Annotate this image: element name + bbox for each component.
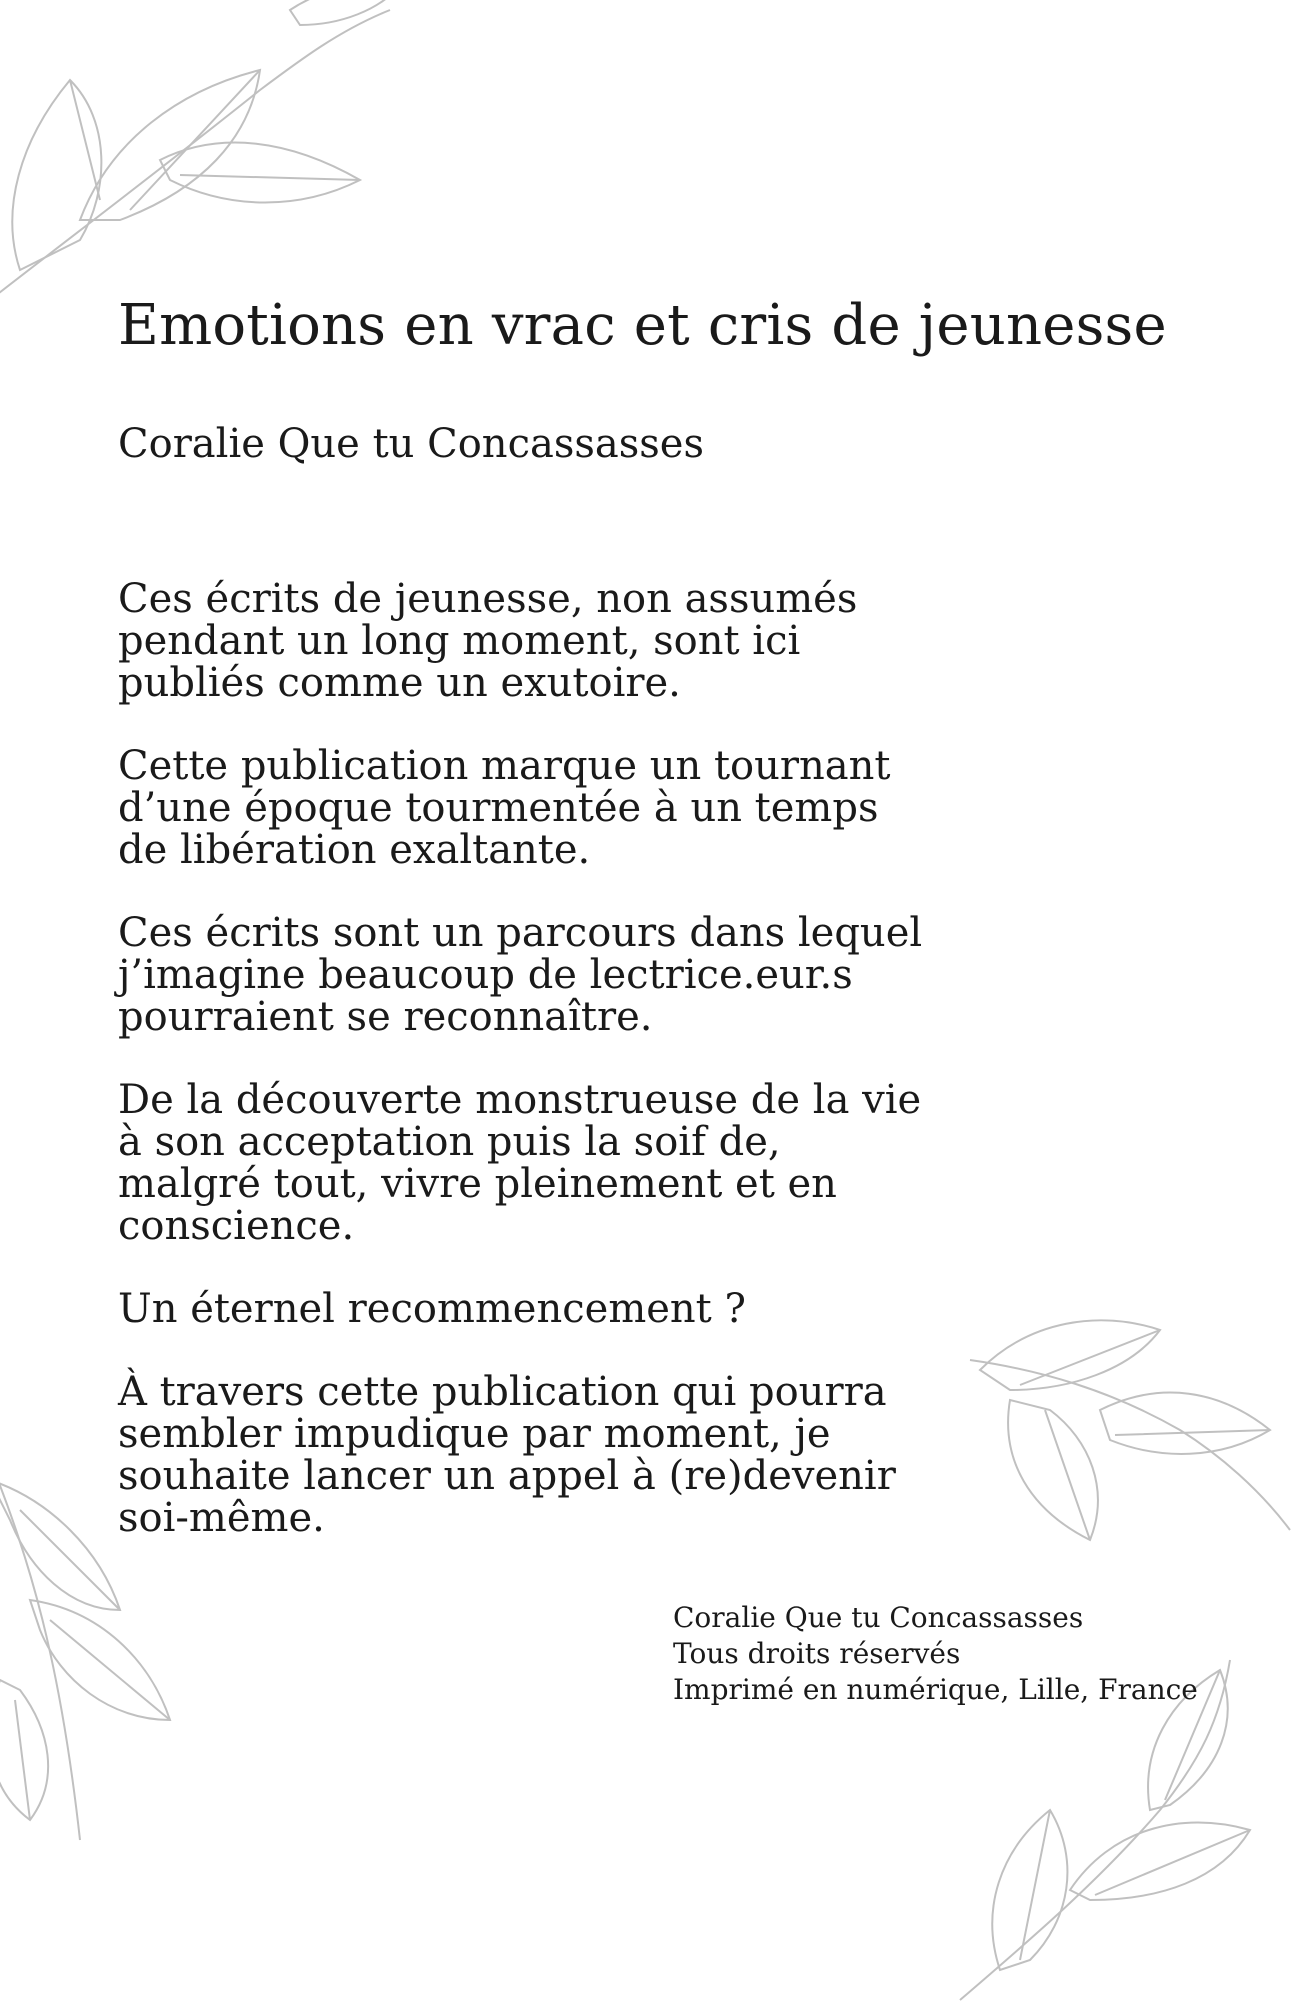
colophon-printed: Imprimé en numérique, Lille, France	[673, 1673, 1198, 1706]
body-paragraph: De la découverte monstrueuse de la vie à son acceptation puis la soif de, malgré tout, vivre pleinement et en conscience.	[118, 1077, 922, 1249]
document-body	[118, 578, 978, 1580]
colophon-author: Coralie Que tu Concassasses	[673, 1601, 1084, 1634]
document-author: Coralie Que tu Concassasses	[118, 421, 704, 467]
body-paragraph: Un éternel recommencement ?	[118, 1286, 746, 1332]
colophon	[673, 1600, 1198, 1708]
body-paragraph: Ces écrits de jeunesse, non assumés pendant un long moment, sont ici publiés comme un exutoire.	[118, 576, 858, 706]
document-title: Emotions en vrac et cris de jeunesse	[118, 293, 1167, 358]
body-paragraph: Ces écrits sont un parcours dans lequel j’imagine beaucoup de lectrice.eur.s pourraient se reconnaître.	[118, 910, 923, 1040]
body-paragraph: Cette publication marque un tournant d’une époque tourmentée à un temps de libération exaltante.	[118, 743, 891, 873]
body-paragraph: À travers cette publication qui pourra sembler impudique par moment, je souhaite lancer un appel à (re)devenir soi-même.	[118, 1369, 896, 1541]
colophon-rights: Tous droits réservés	[673, 1637, 961, 1670]
leaf-right-middle-icon	[950, 1300, 1299, 1600]
